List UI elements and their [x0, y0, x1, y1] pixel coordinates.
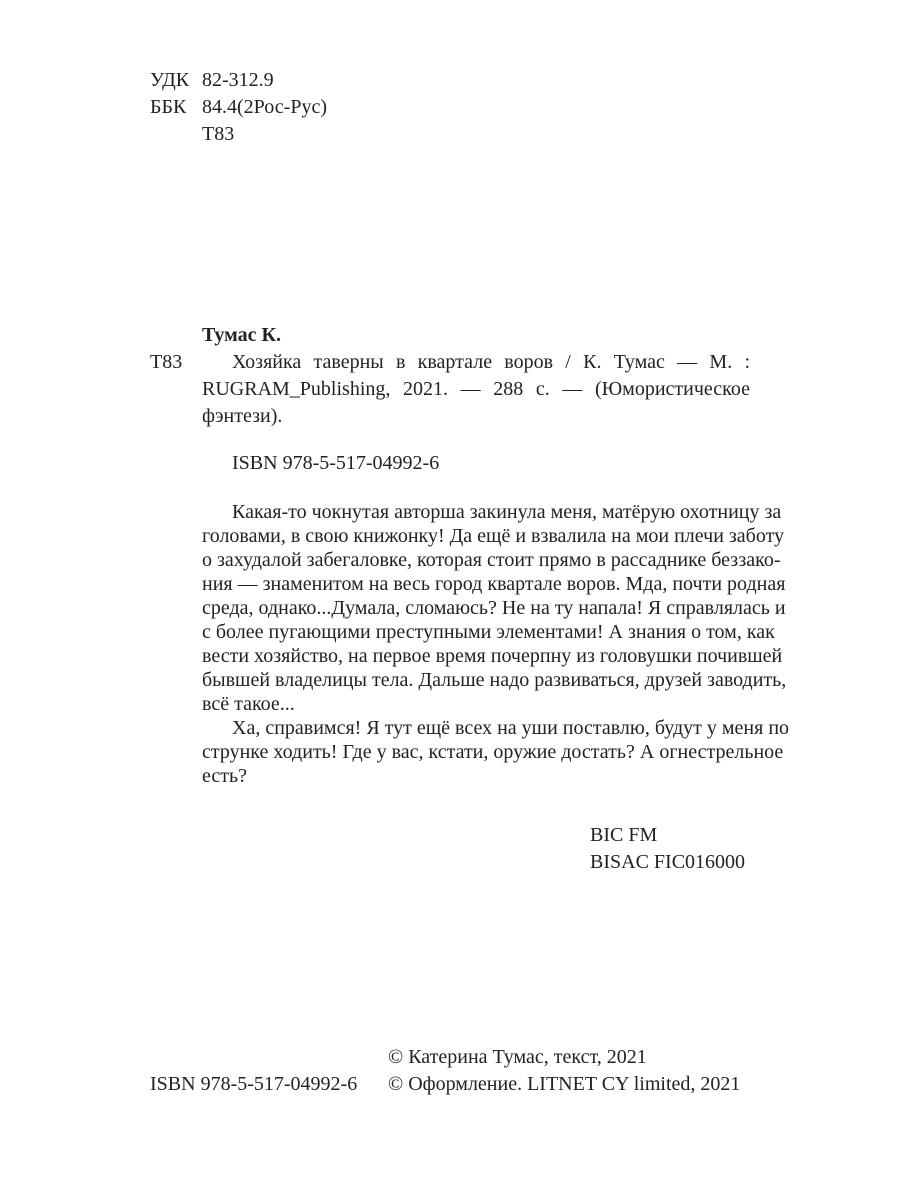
record-line: фэнтези).	[202, 405, 283, 427]
annotation-line: есть?	[202, 765, 247, 787]
annotation-line: струнке ходить! Где у вас, кстати, оружие достать? А огнестрельное	[202, 741, 784, 763]
author-mark-top: Т83	[202, 123, 235, 145]
author-mark: Т83	[150, 351, 183, 373]
udk-label: УДК	[150, 69, 190, 91]
copyright-text: © Катерина Тумас, текст, 2021	[388, 1046, 647, 1068]
copyright-design: © Оформление. LITNET CY limited, 2021	[388, 1073, 741, 1095]
bic-code: BIC FM	[590, 824, 658, 846]
annotation-line: всё такое...	[202, 693, 295, 715]
annotation-line: Какая-то чокнутая авторша закинула меня, матёрую охотницу за	[232, 501, 782, 523]
bisac-code: BISAC FIC016000	[590, 851, 746, 873]
udk-value: 82-312.9	[202, 69, 274, 91]
annotation-line: бывшей владелицы тела. Дальше надо развиваться, друзей заводить,	[202, 669, 787, 691]
bbk-value: 84.4(2Рос-Рус)	[202, 96, 327, 118]
isbn-record: ISBN 978-5-517-04992-6	[232, 452, 440, 474]
annotation-line: Ха, справимся! Я тут ещё всех на уши поставлю, будут у меня по	[232, 717, 790, 739]
record-line: Хозяйка таверны в квартале воров / К. Тумас — М. :	[232, 351, 750, 373]
annotation-line: среда, однако...Думала, сломаюсь? Не на ту напала! Я справлялась и	[202, 597, 786, 619]
annotation-line: о захудалой забегаловке, которая стоит прямо в рассаднике беззако-	[202, 549, 781, 571]
author-heading: Тумас К.	[202, 324, 281, 346]
bbk-label: ББК	[150, 96, 187, 118]
isbn-footer: ISBN 978-5-517-04992-6	[150, 1073, 358, 1095]
annotation-line: вести хозяйство, на первое время почерпну из головушки почившей	[202, 645, 783, 667]
annotation-line: головами, в свою книжонку! Да ещё и взвалила на мои плечи заботу	[202, 525, 785, 547]
record-line: RUGRAM_Publishing, 2021. — 288 с. — (Юмористическое	[202, 378, 750, 400]
annotation-line: с более пугающими преступными элементами! А знания о том, как	[202, 621, 775, 643]
annotation-line: ния — знаменитом на весь город квартале воров. Мда, почти родная	[202, 573, 786, 595]
